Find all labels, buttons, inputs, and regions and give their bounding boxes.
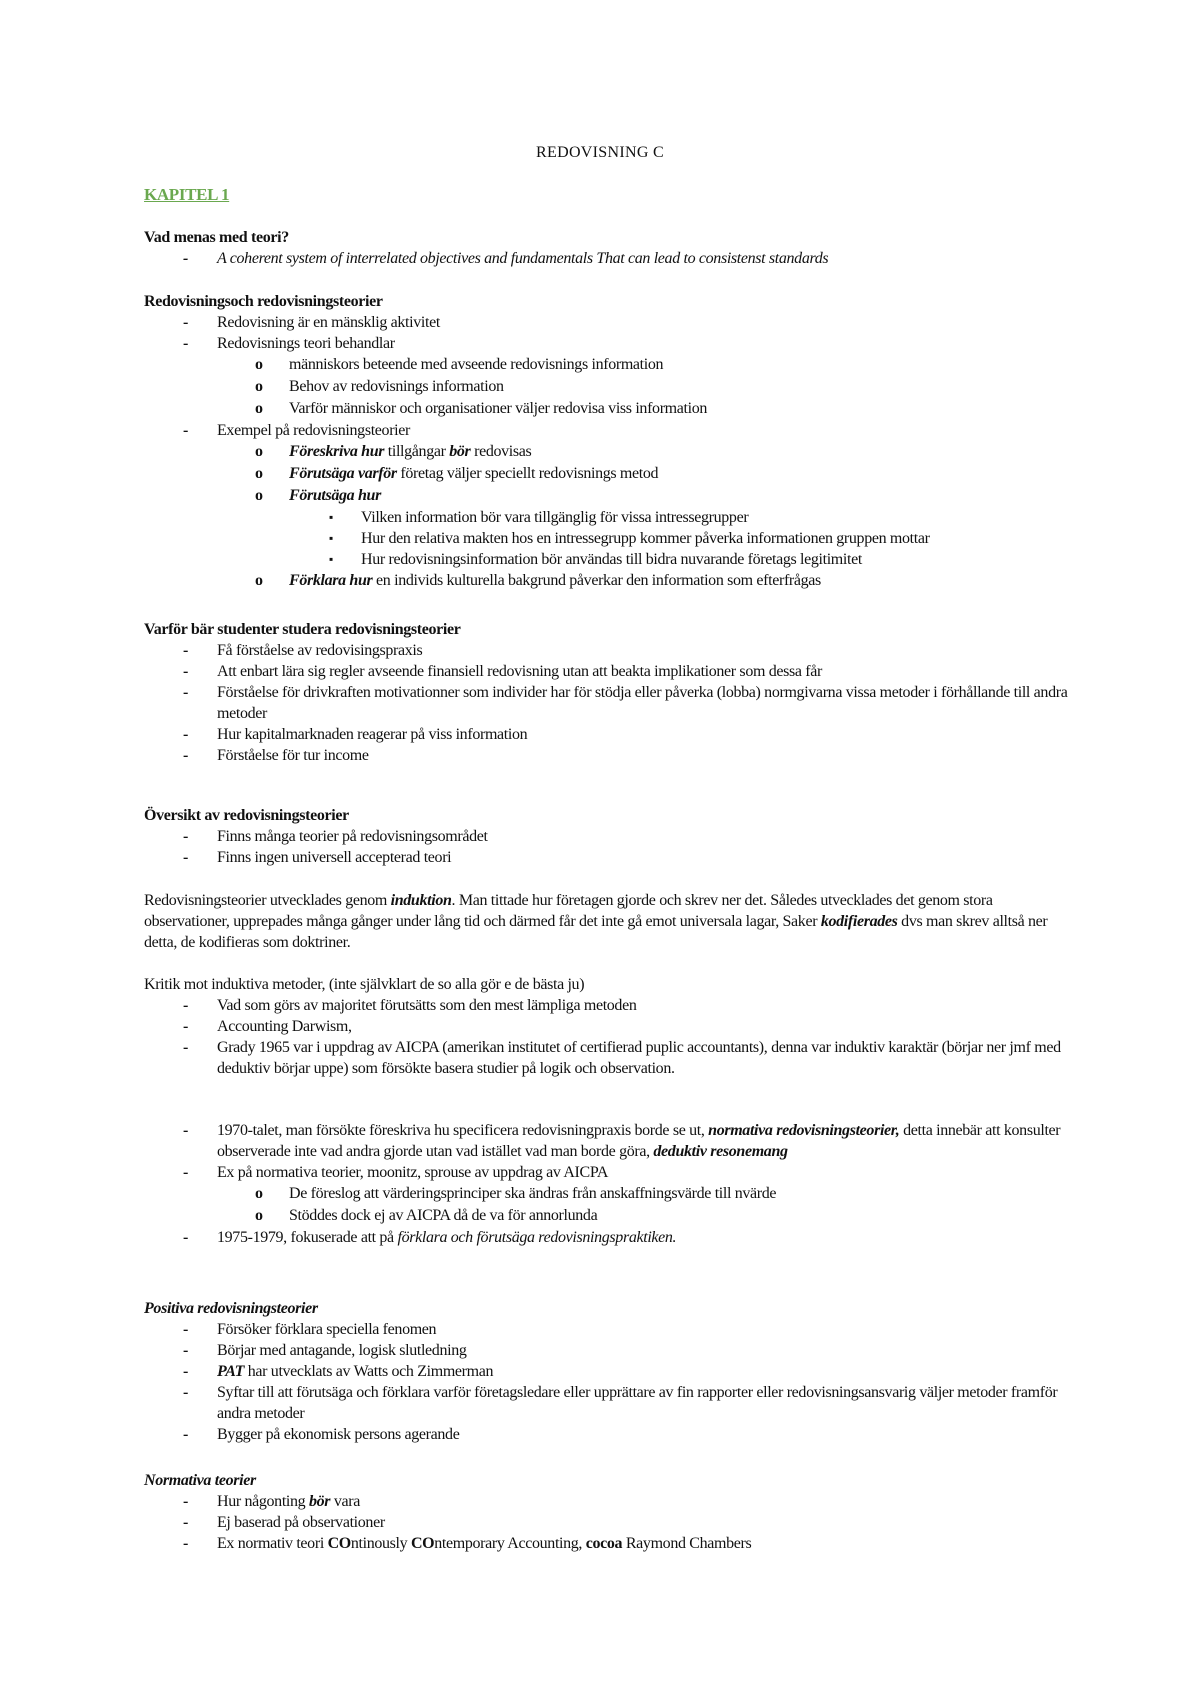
- sub-list-item: [217, 485, 1074, 570]
- emphasis-text: Föreskriva hur: [289, 443, 385, 460]
- bullet-list: [144, 248, 1074, 269]
- sub-list: [217, 441, 1074, 592]
- text-run: Raymond Chambers: [622, 1535, 752, 1552]
- list-item: [144, 1491, 1074, 1512]
- bullet-list: [144, 1319, 1074, 1445]
- sub-list: [217, 354, 1074, 420]
- text-run: detta innebär att konsulter observerade inte vad andra gjorde utan vad istället vad man borde göra,: [217, 1122, 1061, 1160]
- emphasis-text: Förutsäga varför: [289, 465, 397, 482]
- text-run: . Man tittade hur företagen gjorde och skrev ner det. Således utvecklades det genom stora observationer, upprepades många gånger under lång tid och därmed får det inte gå emot universala lagar, Saker: [144, 892, 993, 930]
- sub-list-item: o Behov av redovisnings information: [217, 376, 1074, 398]
- list-item: - Förståelse för drivkraften motivationner som individer har för stödja eller påverka (lobba) normgivarna vissa metoder i förhållande till andra metoder: [144, 682, 1074, 724]
- section-normative-history: [144, 1120, 1074, 1248]
- list-item: [144, 1227, 1074, 1248]
- list-item-text: Ex på normativa teorier, moonitz, sprouse av uppdrag av AICPA: [217, 1164, 609, 1181]
- bullet-list: [144, 826, 1074, 868]
- emphasis-text: normativa redovisningsteorier,: [708, 1122, 900, 1139]
- list-item: [144, 1533, 1074, 1554]
- bullet-list: [144, 995, 1074, 1079]
- sub-list-item: [217, 441, 1074, 463]
- list-item: - Syftar till att förutsäga och förklara varför företagsledare eller upprättare av fin rapporter eller redovisningsansvarig väljer metoder framför andra metoder: [144, 1382, 1074, 1424]
- section-positive-theories: [144, 1298, 1074, 1445]
- emphasis-text: bör: [308, 1493, 331, 1510]
- sub-list-item: o Stöddes dock ej av AICPA då de va för annorlunda: [217, 1205, 1074, 1227]
- text-run: ntemporary Accounting,: [434, 1535, 586, 1552]
- list-item: [144, 420, 1074, 592]
- list-item: - Finns ingen universell accepterad teori: [144, 847, 1074, 868]
- sub-list-item: o människors beteende med avseende redovisnings information: [217, 354, 1074, 376]
- list-item: - Att enbart lära sig regler avseende finansiell redovisning utan att beakta implikationer som dessa får: [144, 661, 1074, 682]
- bullet-list: [144, 640, 1074, 766]
- sub-sub-list-item: ▪ Hur redovisningsinformation bör användas till bidra nuvarande företags legitimitet: [289, 549, 1074, 570]
- section-accounting-theories: [144, 291, 1074, 592]
- emphasis-text: PAT: [217, 1363, 245, 1380]
- text-run: vara: [330, 1493, 360, 1510]
- sub-sub-list: [289, 507, 1074, 570]
- text-run: 1970-talet, man försökte föreskriva hu specificera redovisningpraxis borde se ut,: [217, 1122, 709, 1139]
- critique-block: [144, 974, 1074, 1079]
- list-item: - Grady 1965 var i uppdrag av AICPA (amerikan institutet of certifierad puplic accountants), denna var induktiv karaktär (börjar ner jmf med deduktiv börjar uppe) som försökte basera studier på logik och observation.: [144, 1037, 1074, 1079]
- emphasis-text: Förklara hur: [289, 572, 373, 589]
- text-run: ntinously: [350, 1535, 411, 1552]
- section-heading: Vad menas med teori?: [144, 229, 289, 246]
- sub-list-item: o De föreslog att värderingsprinciper ska ändras från anskaffningsvärde till nvärde: [217, 1183, 1074, 1205]
- emphasis-text: förklara och förutsäga redovisningspraktiken.: [397, 1229, 677, 1246]
- list-item: - Försöker förklara speciella fenomen: [144, 1319, 1074, 1340]
- text-run: 1975-1979, fokuserade att på: [217, 1229, 398, 1246]
- emphasis-text: bör: [449, 443, 471, 460]
- induction-paragraph: [144, 890, 1074, 953]
- section-why-study: [144, 619, 1074, 766]
- chapter-heading: KAPITEL 1: [144, 185, 230, 204]
- list-item: - Få förståelse av redovisingspraxis: [144, 640, 1074, 661]
- sub-list-item: [217, 570, 1074, 592]
- text-run: dvs man skrev alltså ner detta, de kodifieras som doktriner.: [144, 913, 1048, 951]
- list-item: - Förståelse för tur income: [144, 745, 1074, 766]
- bullet-list: [144, 1120, 1074, 1248]
- list-item-text: Exempel på redovisningsteorier: [217, 422, 410, 439]
- list-item: [144, 1120, 1074, 1162]
- emphasis-text: induktion: [390, 892, 452, 909]
- list-item-text: Redovisnings teori behandlar: [217, 335, 395, 352]
- text-run: företag väljer speciellt redovisnings metod: [396, 465, 659, 482]
- list-item: - A coherent system of interrelated objectives and fundamentals That can lead to consistenst standards: [144, 248, 1074, 269]
- emphasis-text: CO: [410, 1535, 435, 1552]
- list-item: - Accounting Darwism,: [144, 1016, 1074, 1037]
- text-run: har utvecklats av Watts och Zimmerman: [244, 1363, 494, 1380]
- section-theory: [144, 227, 1074, 269]
- emphasis-text: Förutsäga hur: [289, 487, 381, 504]
- bullet-list: [144, 1491, 1074, 1554]
- list-item: - Ej baserad på observationer: [144, 1512, 1074, 1533]
- text-run: Ex normativ teori: [217, 1535, 328, 1552]
- section-heading: Normativa teorier: [144, 1472, 256, 1489]
- bullet-list: [144, 312, 1074, 592]
- document-title: REDOVISNING C: [536, 144, 664, 161]
- section-heading: Varför bär studenter studera redovisningsteorier: [144, 621, 461, 638]
- emphasis-text: deduktiv resonemang: [653, 1143, 788, 1160]
- list-item: [144, 1361, 1074, 1382]
- list-item: - Vad som görs av majoritet förutsätts som den mest lämpliga metoden: [144, 995, 1074, 1016]
- emphasis-text: cocoa: [585, 1535, 623, 1552]
- list-item: [144, 333, 1074, 420]
- section-heading: Redovisningsoch redovisningsteorier: [144, 293, 383, 310]
- list-item: - Börjar med antagande, logisk slutledning: [144, 1340, 1074, 1361]
- list-item: - Bygger på ekonomisk persons agerande: [144, 1424, 1074, 1445]
- critique-intro: Kritik mot induktiva metoder, (inte självklart de so alla gör e de bästa ju): [144, 976, 585, 993]
- section-normative-theories: [144, 1470, 1074, 1554]
- text-run: en individs kulturella bakgrund påverkar den information som efterfrågas: [372, 572, 821, 589]
- sub-list: [217, 1183, 1074, 1227]
- list-item: - Redovisning är en mänsklig aktivitet: [144, 312, 1074, 333]
- sub-list-item: [217, 463, 1074, 485]
- emphasis-text: kodifierades: [820, 913, 898, 930]
- list-item: - Hur kapitalmarknaden reagerar på viss information: [144, 724, 1074, 745]
- list-item: [144, 1162, 1074, 1227]
- section-overview: [144, 805, 1074, 868]
- section-heading: Översikt av redovisningsteorier: [144, 807, 349, 824]
- section-heading: Positiva redovisningsteorier: [144, 1300, 318, 1317]
- text-run: tillgångar: [384, 443, 450, 460]
- sub-sub-list-item: ▪ Vilken information bör vara tillgänglig för vissa intressegrupper: [289, 507, 1074, 528]
- sub-list-item: o Varför människor och organisationer väljer redovisa viss information: [217, 398, 1074, 420]
- sub-sub-list-item: ▪ Hur den relativa makten hos en intressegrupp kommer påverka informationen gruppen mottar: [289, 528, 1074, 549]
- emphasis-text: CO: [327, 1535, 351, 1552]
- text-run: Hur någonting: [217, 1493, 309, 1510]
- list-item: - Finns många teorier på redovisningsområdet: [144, 826, 1074, 847]
- text-run: redovisas: [470, 443, 532, 460]
- text-run: Redovisningsteorier utvecklades genom: [144, 892, 391, 909]
